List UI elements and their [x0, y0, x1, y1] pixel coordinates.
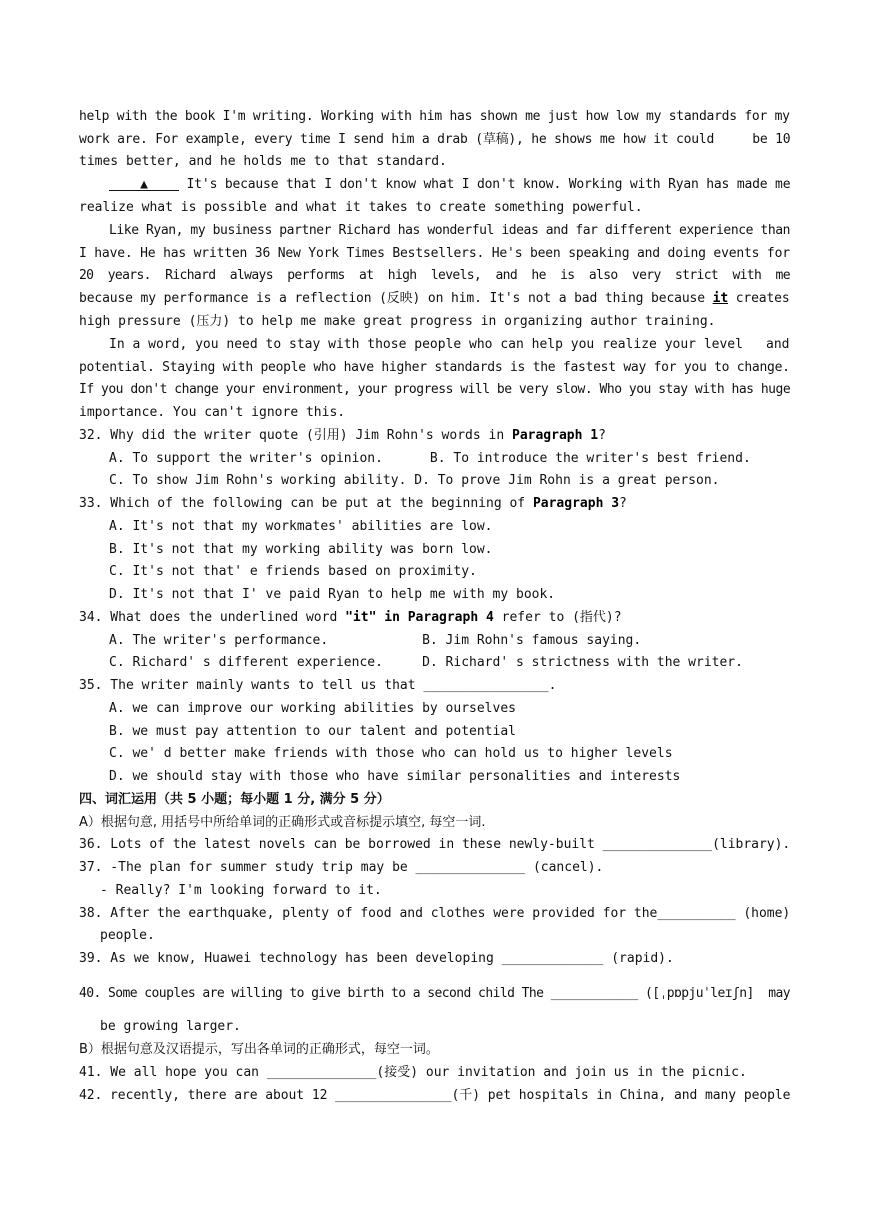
- question-stem: [79, 495, 627, 513]
- stem-bold: Paragraph 1: [512, 428, 599, 443]
- vocab-question-cont: people.: [100, 928, 155, 943]
- question-stem: [79, 427, 606, 445]
- passage-line: times better, and he holds me to that standard.: [79, 154, 447, 169]
- passage-line-blank: [109, 176, 790, 194]
- passage-text: It's because that I don't know what I don't know. Working with Ryan has made me: [179, 177, 791, 192]
- answer-blank: [109, 176, 179, 191]
- passage-line: work are. For example, every time I send him a drab (草稿), he shows me how it could be 10: [79, 132, 791, 147]
- section-title: 四、词汇运用（共 5 小题；每小题 1 分, 满分 5 分）: [79, 792, 390, 807]
- passage-text: because my performance is a reflection (反映) on him. It's not a bad thing because: [79, 291, 713, 306]
- stem-bold: Paragraph 3: [532, 496, 620, 511]
- passage-line: I have. He has written 36 New York Times Bestsellers. He's been speaking and doing events for: [79, 246, 790, 261]
- stem-text: 34. What does the underlined word: [79, 610, 346, 625]
- option-b: B. It's not that my working ability was born low.: [109, 542, 493, 557]
- vocab-question: 38. After the earthquake, plenty of food and clothes were provided for the__________ (home): [79, 906, 791, 921]
- vocab-question-cont: - Really? I'm looking forward to it.: [100, 883, 382, 898]
- question-stem: 35. The writer mainly wants to tell us that ________________.: [79, 678, 557, 693]
- stem-text: ?: [619, 496, 627, 511]
- option-b: B. we must pay attention to our talent and potential: [109, 724, 516, 739]
- option-d: D. It's not that I' ve paid Ryan to help me with my book.: [109, 587, 556, 602]
- option-a: A. It's not that my workmates' abilities are low.: [109, 519, 493, 534]
- option-c: C. It's not that' e friends based on proximity.: [109, 564, 477, 579]
- vocab-question: 36. Lots of the latest novels can be borrowed in these newly-built ______________(library).: [79, 837, 791, 852]
- vocab-question: 40. Some couples are willing to give birth to a second child The ____________ ([ˌpɒpjuˈleɪʃn] may: [79, 986, 791, 1001]
- vocab-question: 37. -The plan for summer study trip may be ______________ (cancel).: [79, 860, 604, 875]
- vocab-question: 41. We all hope you can ______________(接受) our invitation and join us in the picnic.: [79, 1065, 747, 1080]
- passage-line: help with the book I'm writing. Working with him has shown me just how low my standards for my: [79, 109, 790, 124]
- passage-line: 20 years. Richard always performs at high levels, and he is also very strict with me: [79, 268, 790, 283]
- option-line: C. To show Jim Rohn's working ability. D. To prove Jim Rohn is a great person.: [109, 473, 720, 488]
- option-line: A. To support the writer's opinion. B. To introduce the writer's best friend.: [109, 451, 751, 466]
- stem-bold: "it" in Paragraph 4: [345, 610, 494, 625]
- stem-text: refer to (指代)?: [493, 610, 622, 625]
- passage-line: If you don't change your environment, your progress will be very slow. Who you stay with has huge: [79, 382, 791, 397]
- passage-text: creates: [728, 291, 790, 306]
- vocab-question-cont: be growing larger.: [100, 1019, 241, 1034]
- stem-text: 33. Which of the following can be put at the beginning of: [79, 496, 533, 511]
- passage-line: potential. Staying with people who have higher standards is the fastest way for you to change.: [79, 360, 790, 375]
- part-instruction: B）根据句意及汉语提示，写出各单词的正确形式，每空一词。: [79, 1042, 439, 1057]
- passage-line: high pressure (压力) to help me make great progress in organizing author training.: [79, 314, 716, 329]
- option-line: C. Richard' s different experience. D. Richard' s strictness with the writer.: [109, 655, 743, 670]
- underlined-word: it: [712, 291, 729, 306]
- option-d: D. we should stay with those who have similar personalities and interests: [109, 769, 681, 784]
- passage-line: [79, 290, 790, 308]
- question-stem: [79, 609, 622, 627]
- option-a: A. we can improve our working abilities by ourselves: [109, 701, 516, 716]
- vocab-question: 39. As we know, Huawei technology has been developing _____________ (rapid).: [79, 951, 674, 966]
- stem-text: ?: [598, 428, 606, 443]
- passage-line: Like Ryan, my business partner Richard has wonderful ideas and far different experience than: [109, 223, 791, 238]
- passage-line: In a word, you need to stay with those people who can help you realize your level: [109, 337, 743, 352]
- stem-text: 32. Why did the writer quote (引用) Jim Rohn's words in: [79, 428, 512, 443]
- part-instruction: A）根据句意, 用括号中所给单词的正确形式或音标提示填空, 每空一词.: [79, 815, 486, 830]
- vocab-question: 42. recently, there are about 12 _______________(千) pet hospitals in China, and many people: [79, 1088, 791, 1103]
- option-c: C. we' d better make friends with those who can hold us to higher levels: [109, 746, 673, 761]
- passage-line: and: [766, 337, 790, 352]
- passage-line: realize what is possible and what it takes to create something powerful.: [79, 200, 643, 215]
- option-line: A. The writer's performance. B. Jim Rohn's famous saying.: [109, 633, 642, 648]
- passage-line: importance. You can't ignore this.: [79, 405, 346, 420]
- blank-marker: ▲: [140, 177, 148, 192]
